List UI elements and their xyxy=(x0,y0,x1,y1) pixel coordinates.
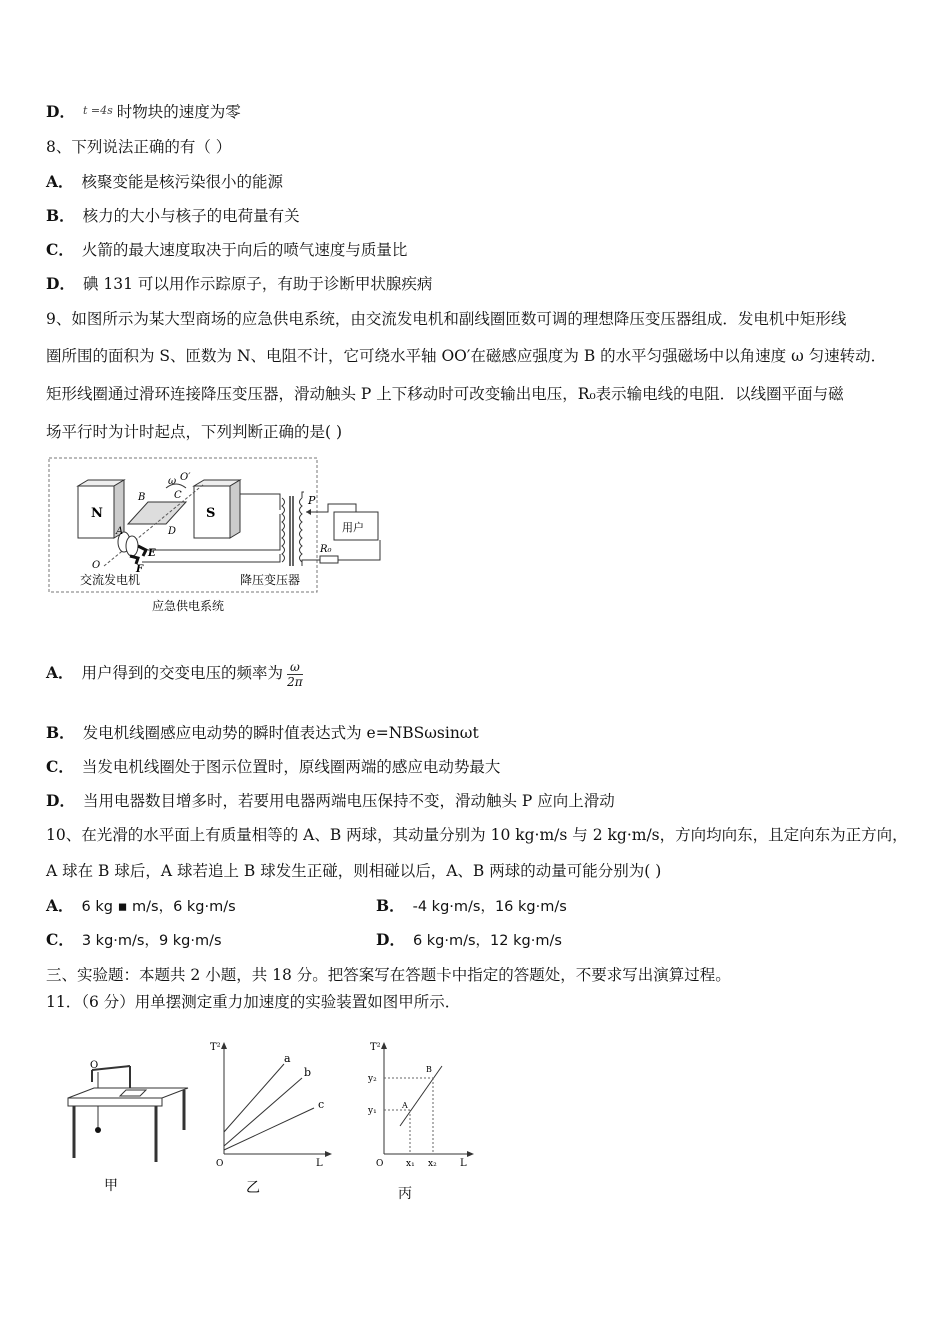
option-text: 当发电机线圈处于图示位置时，原线圈两端的感应电动势最大 xyxy=(81,758,501,776)
slider-p-arrow xyxy=(306,509,311,515)
caption: 甲 xyxy=(104,1178,118,1194)
option-label: D． xyxy=(46,274,75,293)
option-label: C． xyxy=(46,240,74,259)
y-label: T² xyxy=(370,1042,381,1053)
label-transformer: 降压变压器 xyxy=(240,573,301,587)
origin-label: O xyxy=(216,1159,224,1169)
q8-option-d xyxy=(46,272,432,294)
wire-f xyxy=(142,554,280,562)
option-label: A． xyxy=(46,896,74,915)
secondary-coil xyxy=(300,498,303,562)
option-text: -4 kg·m/s，16 kg·m/s xyxy=(412,899,567,915)
option-text: 6 kg ▪ m/s，6 kg·m/s xyxy=(81,899,236,915)
q9-stem-line-4: 场平行时为计时起点，下列判断正确的是( ) xyxy=(46,423,343,441)
q9-stem-line-1: 9、如图所示为某大型商场的应急供电系统，由交流发电机和副线圈匝数可调的理想降压变压器组成．发电机中矩形线 xyxy=(46,310,847,328)
brush-f xyxy=(130,556,138,564)
y-axis-arrow xyxy=(381,1042,387,1049)
q8-stem: 8、下列说法正确的有（ ） xyxy=(46,138,232,156)
label-c: c xyxy=(318,1098,325,1111)
y-label: T² xyxy=(210,1042,221,1053)
q9-option-b xyxy=(46,721,479,743)
option-label: C． xyxy=(46,930,74,949)
pendulum-apparatus-figure xyxy=(62,1050,192,1200)
label-y2: y₂ xyxy=(368,1074,377,1084)
fraction-denominator: 2π xyxy=(287,674,303,689)
q9-stem-line-3: 矩形线圈通过滑环连接降压变压器，滑动触头 P 上下移动时可改变输出电压，R₀表示输电线的电阻．以线圈平面与磁 xyxy=(46,385,844,403)
label-c: C xyxy=(174,490,182,501)
x-axis-arrow xyxy=(467,1151,474,1157)
point-b-label: B xyxy=(426,1065,432,1074)
option-label: B． xyxy=(376,896,405,915)
label-o-prime: O′ xyxy=(180,472,191,483)
option-label: D． xyxy=(376,930,405,949)
x-label: L xyxy=(460,1158,467,1169)
wire-top xyxy=(240,494,280,510)
option-text: 碘 131 可以用作示踪原子，有助于诊断甲状腺疾病 xyxy=(82,275,433,293)
option-label: C． xyxy=(46,757,74,776)
q7-option-d xyxy=(46,100,241,122)
line-a xyxy=(224,1064,284,1132)
q8-option-b xyxy=(46,204,300,226)
option-text: 火箭的最大速度取决于向后的喷气速度与质量比 xyxy=(81,241,408,259)
resistor-r0 xyxy=(320,556,338,563)
section-heading: 三、实验题：本题共 2 小题，共 18 分。把答案写在答题卡中指定的答题处，不要求写出演算过程。 xyxy=(46,966,731,984)
label-y1: y₁ xyxy=(368,1106,377,1116)
label-a: A xyxy=(116,526,124,537)
option-text: 发电机线圈感应电动势的瞬时值表达式为 e=NBSωsinωt xyxy=(82,724,479,742)
option-text: 时物块的速度为零 xyxy=(116,103,241,121)
label-x1: x₁ xyxy=(406,1159,415,1169)
q10-option-c xyxy=(46,928,222,950)
option-text: 当用电器数目增多时，若要用电器两端电压保持不变，滑动触头 P 应向上滑动 xyxy=(82,792,615,810)
option-label: D． xyxy=(46,102,75,121)
option-text: 3 kg·m/s，9 kg·m/s xyxy=(81,933,222,949)
q10-stem-line-2: A 球在 B 球后，A 球若追上 B 球发生正碰，则相碰以后，A、B 两球的动量可能分别为( ) xyxy=(46,862,662,880)
q10-stem-line-1: 10、在光滑的水平面上有质量相等的 A、B 两球，其动量分别为 10 kg·m/s 与 2 kg·m/s，方向均向东，且定向东为正方向， xyxy=(46,826,908,844)
q9-option-c xyxy=(46,755,500,777)
q10-option-b xyxy=(376,894,567,916)
line-c xyxy=(224,1108,314,1150)
label-generator: 交流发电机 xyxy=(80,573,141,587)
table-edge xyxy=(68,1098,162,1106)
q10-option-a xyxy=(46,894,236,916)
option-label: B． xyxy=(46,206,75,225)
q8-option-c xyxy=(46,238,407,260)
label-r0: R₀ xyxy=(320,544,332,555)
data-line xyxy=(400,1066,442,1126)
option-label: D． xyxy=(46,791,75,810)
q9-stem-line-2: 圈所围的面积为 S、匝数为 N、电阻不计，它可绕水平轴 OO′在磁感应强度为 B 的水平匀强磁场中以角速度 ω 匀速转动． xyxy=(46,347,887,365)
primary-coil xyxy=(282,498,285,562)
y-axis-arrow xyxy=(221,1042,227,1049)
q11-stem: 11．（6 分）用单摆测定重力加速度的实验装置如图甲所示． xyxy=(46,993,461,1011)
caption: 丙 xyxy=(398,1186,412,1202)
time-variable: t =4s xyxy=(82,104,113,117)
t2-vs-l-graph-bing xyxy=(362,1038,482,1206)
origin-label: O xyxy=(376,1159,384,1169)
secondary-top-lead xyxy=(302,492,304,498)
frequency-fraction xyxy=(287,660,303,689)
brush-e xyxy=(138,546,146,556)
option-text: 核力的大小与核子的电荷量有关 xyxy=(82,207,300,225)
label-omega: ω xyxy=(168,476,177,487)
label-o: O xyxy=(90,1060,99,1071)
q9-option-d xyxy=(46,789,615,811)
option-label: B． xyxy=(46,723,75,742)
label-a: a xyxy=(284,1052,291,1065)
x-label: L xyxy=(316,1158,323,1169)
label-o: O xyxy=(92,560,101,571)
q9-option-a xyxy=(46,648,303,698)
caption: 乙 xyxy=(246,1180,260,1196)
label-s: S xyxy=(206,506,216,521)
option-label: A． xyxy=(46,663,74,682)
q8-option-a xyxy=(46,170,283,192)
diagram-caption: 应急供电系统 xyxy=(152,599,225,613)
label-b: B xyxy=(138,492,146,503)
x-axis-arrow xyxy=(325,1151,332,1157)
label-d: D xyxy=(168,526,177,537)
option-text: 核聚变能是核污染很小的能源 xyxy=(81,173,284,191)
label-user: 用户 xyxy=(342,521,364,534)
label-e: E xyxy=(148,548,156,559)
wire-user-bottom xyxy=(338,540,380,560)
wire-user-top xyxy=(318,504,356,512)
point-a-label: A xyxy=(402,1101,408,1110)
label-b: b xyxy=(304,1066,312,1079)
option-text: 6 kg·m/s，12 kg·m/s xyxy=(412,933,562,949)
option-label: A． xyxy=(46,172,74,191)
label-p: P xyxy=(308,494,316,507)
pendulum-bob xyxy=(95,1127,101,1133)
slip-ring-2 xyxy=(126,536,138,556)
label-x2: x₂ xyxy=(428,1159,437,1169)
emergency-power-diagram xyxy=(44,454,364,619)
q10-option-d xyxy=(376,928,562,950)
label-f: F xyxy=(136,564,144,575)
option-text: 用户得到的交变电压的频率为 xyxy=(81,664,284,682)
fraction-numerator: ω xyxy=(287,660,303,675)
label-n: N xyxy=(91,506,103,521)
magnet-s-side xyxy=(230,480,240,538)
t2-vs-l-graph-yi xyxy=(200,1038,340,1208)
